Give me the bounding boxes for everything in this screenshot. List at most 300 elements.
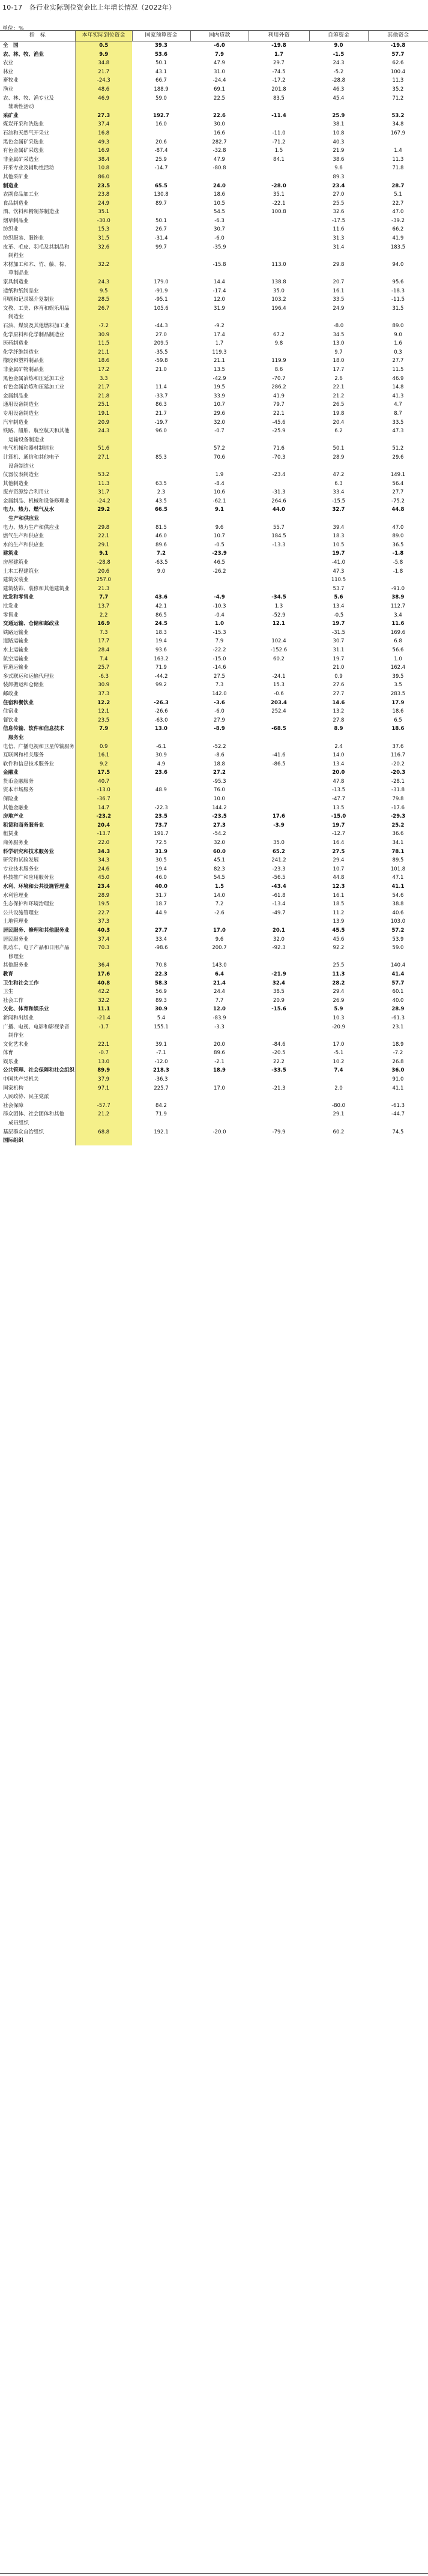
- row-value: -21.9: [271, 971, 286, 977]
- row-label: 建筑业: [0, 549, 75, 558]
- row-value: -15.0: [212, 656, 226, 662]
- row-value: -7.2: [75, 322, 132, 331]
- row-value: 264.6: [271, 498, 286, 504]
- row-value: [190, 1110, 249, 1119]
- row-label: 电力、热力、燃气及水: [0, 505, 75, 514]
- row-value: 36.4: [75, 961, 132, 970]
- row-value: -33.5: [271, 1067, 286, 1074]
- row-label: 黑色金属冶炼和压延加工业: [0, 375, 75, 384]
- row-value: [132, 514, 190, 523]
- row-label: 仪器仪表制造业: [0, 471, 75, 480]
- row-label: 其他服务业: [0, 961, 75, 970]
- row-value: -28.8: [75, 558, 132, 567]
- row-value: 53.2: [391, 112, 405, 119]
- row-value: 89.9: [75, 1066, 132, 1075]
- row-label: 生态保护和环境治理业: [0, 900, 75, 909]
- row-value: 20.0: [332, 770, 345, 776]
- row-value: [368, 138, 428, 147]
- row-value: 57.7: [391, 51, 405, 58]
- row-value: [75, 1136, 132, 1145]
- row-value: 143.0: [212, 962, 227, 969]
- row-value: 27.7: [392, 358, 404, 364]
- row-value: 36.5: [392, 541, 404, 548]
- row-value: 10.7: [214, 402, 225, 408]
- row-label: 中国共产党机关: [0, 1075, 75, 1084]
- row-label: 文化艺术业: [0, 1040, 75, 1049]
- row-value: [368, 576, 428, 585]
- row-value: 34.8: [75, 59, 132, 68]
- table-row: [0, 979, 428, 988]
- row-value: -12.7: [332, 831, 345, 837]
- table-row: [0, 243, 428, 252]
- table-row: [0, 1128, 428, 1137]
- row-value: 9.6: [215, 524, 224, 531]
- row-value: 188.9: [154, 86, 169, 92]
- row-value: -7.1: [156, 1050, 166, 1057]
- row-label: 电信、广播电视和卫星传输服务: [0, 743, 75, 752]
- row-value: 47.3: [333, 568, 345, 575]
- row-value: 42.1: [155, 603, 167, 609]
- row-value: 2.3: [157, 489, 166, 496]
- row-label: 开采专业及辅助性活动: [0, 164, 75, 173]
- row-value: 18.0: [333, 358, 345, 364]
- row-value: [249, 734, 309, 743]
- table-row: [0, 637, 428, 646]
- table-row: [0, 926, 428, 935]
- row-value: -20.3: [390, 770, 406, 776]
- row-value: 31.9: [155, 848, 167, 855]
- table-row: [0, 1031, 428, 1040]
- row-value: 10.3: [333, 1015, 345, 1021]
- row-value: -8.6: [214, 752, 225, 759]
- row-value: 113.0: [271, 261, 286, 268]
- table-row: [0, 839, 428, 848]
- row-value: 67.2: [273, 331, 285, 338]
- row-label: 铁路运输业: [0, 629, 75, 638]
- row-value: 44.0: [273, 507, 285, 513]
- table-row: [0, 1136, 428, 1145]
- row-label: 房地产业: [0, 812, 75, 821]
- table-row: [0, 900, 428, 909]
- table-row: [0, 725, 428, 734]
- row-value: 34.1: [392, 840, 404, 846]
- row-label: 家具制造业: [0, 278, 75, 287]
- row-value: 40.3: [333, 139, 345, 145]
- row-value: [132, 129, 190, 138]
- row-value: 71.8: [392, 165, 404, 172]
- row-value: -3.3: [214, 1024, 225, 1030]
- row-value: [132, 734, 190, 743]
- row-label: 修理业: [0, 953, 75, 962]
- row-value: 200.7: [212, 945, 227, 952]
- row-value: [368, 173, 428, 182]
- table-row: [0, 1084, 428, 1093]
- row-label: 石油和天然气开采业: [0, 129, 75, 138]
- row-value: -91.9: [154, 288, 168, 294]
- row-value: 13.0: [333, 340, 345, 347]
- row-value: -23.9: [212, 550, 227, 557]
- table-row: [0, 690, 428, 699]
- row-value: -28.0: [271, 182, 286, 189]
- row-value: 209.5: [154, 340, 169, 347]
- row-value: 28.7: [391, 182, 405, 189]
- row-value: 20.4: [333, 419, 345, 426]
- row-value: 92.2: [333, 945, 345, 952]
- row-value: 31.7: [155, 892, 167, 899]
- row-label: 纺织业: [0, 225, 75, 234]
- row-value: 2.4: [334, 743, 343, 750]
- table-row: [0, 392, 428, 401]
- row-value: -22.2: [212, 647, 226, 653]
- row-value: [249, 164, 309, 173]
- row-value: 47.3: [392, 428, 404, 435]
- row-value: [75, 252, 132, 261]
- table-row: [0, 497, 428, 506]
- table-row: [0, 768, 428, 777]
- row-label: 住宿业: [0, 707, 75, 716]
- row-value: 30.9: [75, 331, 132, 340]
- row-value: [309, 514, 368, 523]
- row-value: 19.5: [214, 384, 225, 391]
- row-value: 100.8: [271, 209, 286, 216]
- row-value: 142.0: [212, 690, 227, 697]
- table-row: [0, 593, 428, 602]
- row-value: [132, 795, 190, 804]
- row-value: 16.8: [75, 129, 132, 138]
- row-value: 71.9: [155, 665, 167, 671]
- row-label: 人民政协、民主党派: [0, 1093, 75, 1102]
- table-row: [0, 50, 428, 59]
- table-row: [0, 68, 428, 77]
- row-value: 19.1: [75, 409, 132, 418]
- row-value: 8.9: [334, 726, 343, 732]
- row-value: -20.2: [391, 761, 405, 767]
- row-value: 49.3: [75, 138, 132, 147]
- row-value: 10.0: [214, 796, 225, 803]
- row-value: 32.7: [332, 507, 345, 513]
- row-value: 28.9: [391, 1006, 405, 1013]
- row-value: 54.6: [392, 892, 404, 899]
- table-row: [0, 873, 428, 882]
- row-value: -20.0: [212, 1129, 226, 1135]
- table-row: [0, 681, 428, 690]
- row-value: 17.4: [214, 331, 225, 338]
- row-value: [249, 173, 309, 182]
- row-value: 24.0: [213, 182, 226, 189]
- row-value: 1.5: [214, 884, 225, 890]
- row-value: -28.8: [332, 77, 345, 84]
- row-value: -84.6: [272, 1041, 286, 1048]
- row-value: 20.6: [75, 567, 132, 576]
- table-row: [0, 549, 428, 558]
- row-label: 化学纤维制造业: [0, 348, 75, 357]
- row-value: -1.8: [393, 568, 403, 575]
- row-value: 15.3: [273, 682, 285, 689]
- header-foreign-investment: 利用外资: [249, 31, 309, 41]
- table-row: [0, 146, 428, 155]
- row-value: [190, 1102, 249, 1111]
- table-row: [0, 59, 428, 68]
- row-value: -45.6: [272, 419, 286, 426]
- row-value: 47.0: [392, 524, 404, 531]
- row-value: -70.7: [272, 375, 286, 382]
- row-value: 53.9: [392, 936, 404, 943]
- row-value: [368, 462, 428, 471]
- row-value: 17.7: [333, 366, 345, 373]
- row-value: -14.6: [212, 665, 226, 671]
- row-value: -44.3: [154, 323, 168, 329]
- row-value: -56.5: [272, 875, 286, 881]
- row-label: 水的生产和供应业: [0, 541, 75, 550]
- row-label: 其他金融业: [0, 804, 75, 813]
- row-value: [249, 103, 309, 112]
- row-value: 45.5: [332, 927, 345, 934]
- table-row: [0, 234, 428, 243]
- row-label: 航空运输业: [0, 655, 75, 664]
- row-value: 83.5: [273, 95, 285, 101]
- row-value: -49.7: [272, 909, 286, 916]
- row-value: 40.0: [392, 997, 404, 1004]
- row-value: 18.6: [75, 357, 132, 366]
- row-value: 89.7: [155, 200, 167, 207]
- row-label: 国际组织: [0, 1136, 75, 1145]
- row-value: [75, 734, 132, 743]
- row-value: 41.3: [392, 393, 404, 399]
- row-value: 39.5: [392, 673, 404, 680]
- table-row: [0, 611, 428, 620]
- row-label: 租赁和商务服务业: [0, 821, 75, 830]
- table-row: [0, 707, 428, 716]
- row-value: [249, 716, 309, 725]
- row-value: -47.7: [332, 796, 345, 803]
- row-value: 7.7: [75, 593, 132, 602]
- table-row: [0, 1093, 428, 1102]
- table-row: [0, 357, 428, 366]
- row-value: -71.2: [272, 139, 286, 145]
- row-value: -9.2: [214, 323, 225, 329]
- row-value: 14.0: [333, 752, 345, 759]
- row-label: 橡胶和塑料制品业: [0, 357, 75, 366]
- row-value: 35.1: [75, 208, 132, 217]
- table-row: [0, 366, 428, 375]
- row-value: 91.0: [392, 1076, 404, 1083]
- row-label: 渔业: [0, 85, 75, 94]
- row-value: 28.2: [332, 980, 345, 986]
- table-row: [0, 734, 428, 743]
- row-value: -68.5: [271, 726, 286, 732]
- table-row: [0, 944, 428, 953]
- row-value: 8.7: [394, 410, 402, 417]
- row-value: -5.2: [333, 68, 344, 75]
- row-label: 电气机械和器材制造业: [0, 444, 75, 453]
- row-value: 225.7: [154, 1085, 169, 1091]
- header-other-funds: 其他资金: [368, 31, 428, 41]
- row-value: -15.3: [212, 629, 226, 636]
- row-value: 23.5: [75, 716, 132, 725]
- row-value: 74.5: [392, 1129, 404, 1135]
- row-value: [249, 1093, 309, 1102]
- row-value: [309, 1031, 368, 1040]
- row-value: 18.6: [214, 192, 225, 198]
- row-label: 水利管理业: [0, 891, 75, 900]
- row-label: 教育: [0, 970, 75, 979]
- row-value: [368, 1031, 428, 1040]
- table-row: [0, 76, 428, 85]
- row-value: 30.9: [155, 1006, 167, 1013]
- row-value: -0.5: [214, 541, 225, 548]
- row-label: 居民服务、修理和其他服务业: [0, 926, 75, 935]
- row-value: 9.6: [215, 936, 224, 943]
- row-value: [75, 436, 132, 445]
- row-value: -14.7: [154, 165, 168, 172]
- row-value: 9.5: [75, 287, 132, 296]
- table-row: [0, 812, 428, 821]
- row-value: 167.9: [390, 130, 406, 136]
- row-value: 7.9: [214, 51, 225, 58]
- row-value: 22.1: [273, 410, 285, 417]
- row-value: -3.9: [273, 822, 285, 828]
- row-value: -57.7: [75, 1102, 132, 1111]
- row-value: [249, 234, 309, 243]
- row-value: -15.5: [332, 498, 345, 504]
- row-value: -2.1: [214, 1058, 225, 1065]
- row-label: 土地管理业: [0, 917, 75, 926]
- row-value: 37.4: [75, 120, 132, 129]
- row-value: -23.5: [212, 813, 227, 820]
- row-value: -5.8: [393, 560, 403, 566]
- row-value: 27.3: [75, 112, 132, 121]
- row-value: [190, 252, 249, 261]
- table-row: [0, 269, 428, 278]
- row-value: 51.2: [392, 445, 404, 452]
- table-row: [0, 786, 428, 795]
- row-label: 社会工作: [0, 997, 75, 1006]
- row-value: [132, 1119, 190, 1128]
- row-value: -43.4: [271, 884, 286, 890]
- row-value: 37.6: [392, 743, 404, 750]
- table-row: [0, 1119, 428, 1128]
- row-value: -4.9: [214, 594, 225, 601]
- row-value: 99.7: [155, 244, 167, 250]
- table-row: [0, 41, 428, 50]
- row-label: 运输设备制造业: [0, 436, 75, 445]
- row-value: 45.1: [214, 857, 225, 864]
- table-row: [0, 953, 428, 962]
- row-value: 84.1: [273, 156, 285, 163]
- row-value: [249, 1014, 309, 1023]
- row-value: 184.5: [271, 533, 286, 540]
- row-value: -13.4: [272, 901, 286, 908]
- row-value: -152.6: [270, 647, 288, 653]
- row-value: 56.9: [155, 989, 167, 995]
- row-value: [190, 313, 249, 322]
- row-value: 46.0: [155, 875, 167, 881]
- row-value: [249, 629, 309, 638]
- row-value: 7.4: [334, 1067, 343, 1074]
- row-value: 24.5: [155, 621, 167, 627]
- row-value: -13.0: [75, 786, 132, 795]
- row-value: [368, 953, 428, 962]
- row-value: 12.0: [213, 1006, 226, 1013]
- row-value: [249, 225, 309, 234]
- header-indicator: 指 标: [0, 31, 75, 41]
- row-value: 65.5: [155, 182, 167, 189]
- row-value: 25.9: [155, 156, 167, 163]
- row-value: 22.6: [213, 112, 226, 119]
- table-row: [0, 462, 428, 471]
- row-label: 纺织服装、服饰业: [0, 234, 75, 243]
- table-row: [0, 558, 428, 567]
- row-value: -28.1: [391, 778, 405, 785]
- table-row: [0, 295, 428, 304]
- table-row: [0, 409, 428, 418]
- table-row: [0, 471, 428, 480]
- row-label: 有色金属矿采选业: [0, 146, 75, 155]
- row-value: 18.3: [333, 533, 345, 540]
- row-value: 191.7: [154, 831, 169, 837]
- row-value: 13.7: [75, 602, 132, 611]
- row-value: 192.7: [153, 112, 169, 119]
- table-row: [0, 1058, 428, 1067]
- row-value: 46.5: [214, 560, 225, 566]
- row-label: 管道运输业: [0, 663, 75, 672]
- row-value: [132, 690, 190, 699]
- row-value: [132, 252, 190, 261]
- row-value: 46.9: [75, 94, 132, 103]
- row-label: 研究和试验发展: [0, 856, 75, 865]
- row-value: -80.0: [332, 1102, 345, 1109]
- row-value: 11.3: [392, 77, 404, 84]
- table-row: [0, 348, 428, 357]
- row-value: 30.9: [75, 681, 132, 690]
- row-value: 33.9: [214, 393, 225, 399]
- row-label: 卫生: [0, 988, 75, 997]
- row-value: 40.6: [392, 909, 404, 916]
- row-value: 33.5: [392, 419, 404, 426]
- row-value: 46.9: [392, 375, 404, 382]
- row-value: 201.8: [271, 86, 286, 92]
- row-value: 5.9: [334, 1006, 343, 1013]
- row-value: 23.8: [75, 190, 132, 199]
- row-value: 31.9: [214, 305, 225, 312]
- row-value: 39.1: [155, 1041, 167, 1048]
- table-row: [0, 436, 428, 445]
- row-value: 19.7: [333, 656, 345, 662]
- table-row: [0, 322, 428, 331]
- row-value: 140.4: [390, 962, 406, 969]
- row-value: [249, 322, 309, 331]
- table-row: [0, 970, 428, 979]
- row-value: 1.0: [214, 621, 225, 627]
- row-label: 食品制造业: [0, 199, 75, 208]
- row-value: [132, 462, 190, 471]
- row-value: 44.8: [391, 507, 405, 513]
- row-value: 25.2: [391, 822, 405, 828]
- row-value: 48.9: [155, 787, 167, 794]
- row-label: 互联网和相关服务: [0, 751, 75, 760]
- row-value: 5.6: [334, 594, 343, 601]
- table-row: [0, 856, 428, 865]
- row-value: 53.6: [155, 51, 167, 58]
- row-value: 37.9: [75, 1075, 132, 1084]
- row-value: 11.3: [75, 480, 132, 489]
- row-value: -52.2: [212, 743, 226, 750]
- row-label: 国家机构: [0, 1084, 75, 1093]
- row-value: 38.9: [391, 594, 405, 601]
- table-row: [0, 1102, 428, 1111]
- row-value: 37.3: [75, 690, 132, 699]
- row-value: 7.3: [75, 629, 132, 638]
